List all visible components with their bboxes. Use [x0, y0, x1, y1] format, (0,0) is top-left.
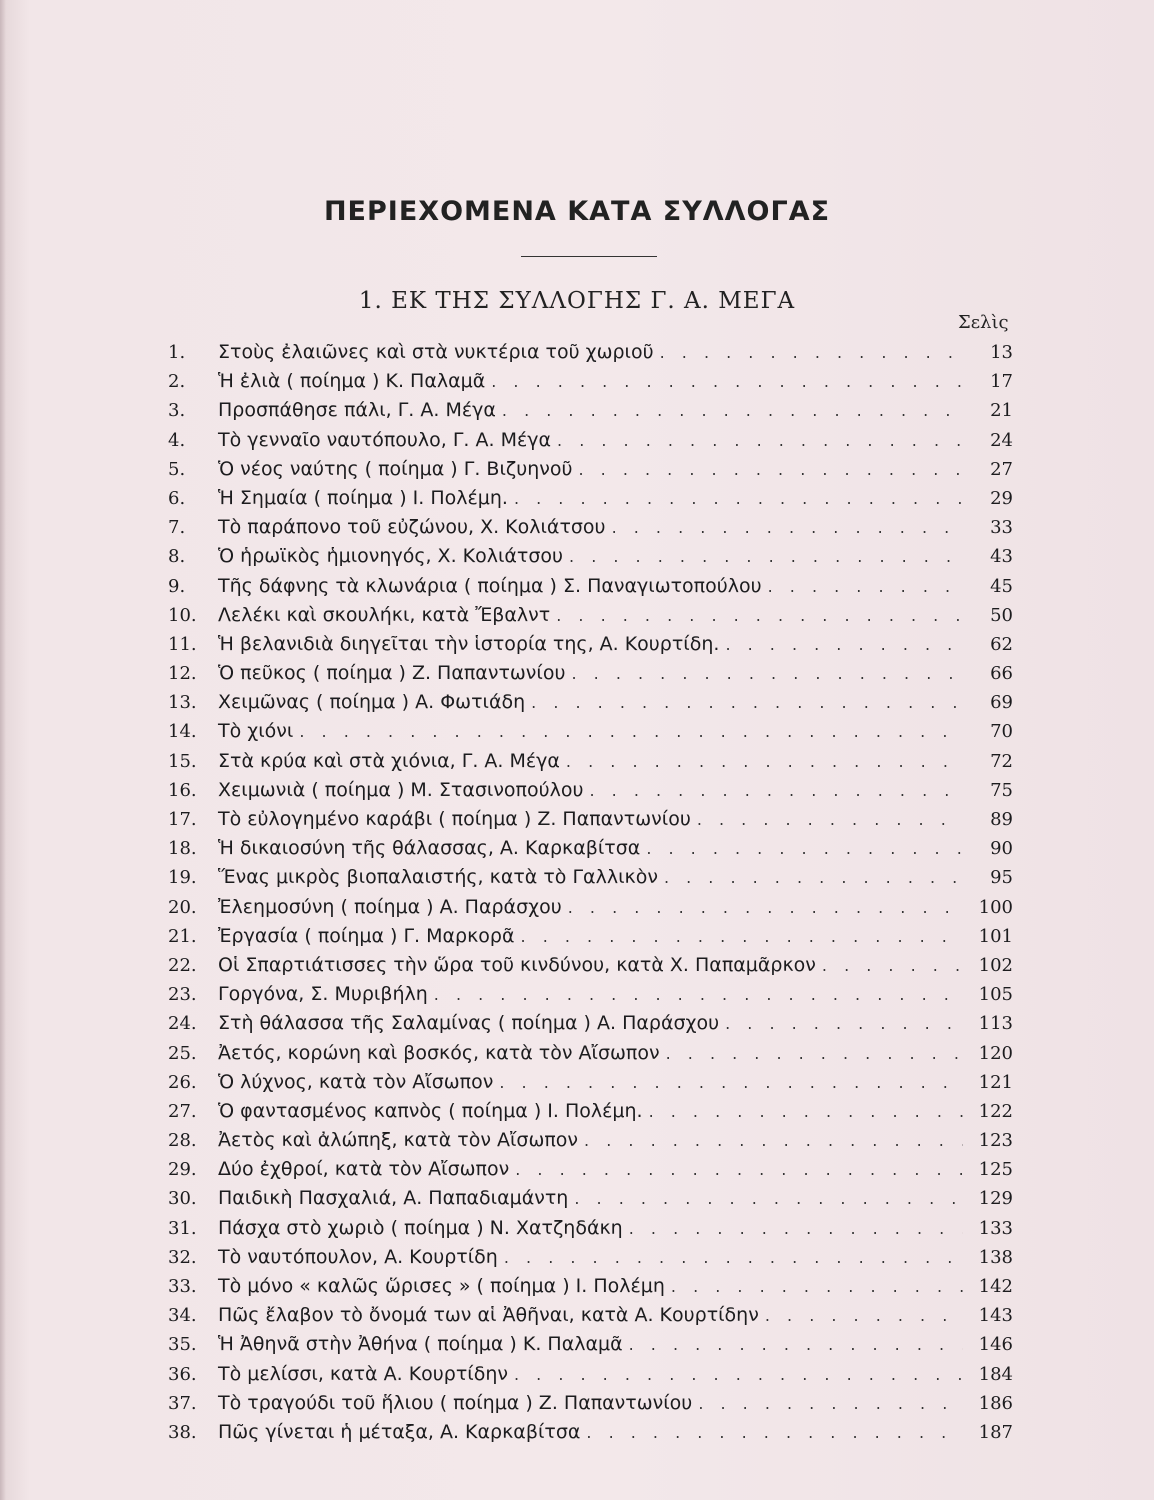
entry-page-number: 95: [990, 867, 1013, 889]
toc-entry: [168, 396, 1013, 425]
section-heading: 1. ΕΚ ΤΗΣ ΣΥΛΛΟΓΗΣ Γ. Α. ΜΕΓΑ: [358, 288, 796, 314]
toc-entry: [168, 1039, 1013, 1068]
toc-entry: [168, 893, 1013, 922]
entry-title: Τὸ γενναῖο ναυτόπουλο, Γ. Α. Μέγα: [218, 428, 552, 451]
entry-page-number: 123: [978, 1130, 1013, 1152]
toc-entry: [168, 367, 1013, 396]
entry-number: 13.: [168, 692, 197, 714]
entry-page-number: 29: [990, 487, 1013, 509]
dot-leader: [629, 1214, 963, 1243]
entry-page-number: 142: [978, 1276, 1013, 1297]
entry-title: Ὁ λύχνος, κατὰ τὸν Αἴσωπον: [218, 1070, 494, 1093]
entry-page-number: 24: [990, 429, 1013, 451]
entry-page-number: 70: [990, 721, 1013, 743]
page-title: ΠΕΡΙΕΧΟΜΕΝΑ ΚΑΤΑ ΣΥΛΛΟΓΑΣ: [323, 196, 831, 227]
entry-title: Λελέκι καὶ σκουλήκι, κατὰ Ἔβαλντ: [218, 603, 551, 626]
entry-title: Στὴ θάλασσα τῆς Σαλαμίνας ( ποίημα ) Α. Παράσχου: [218, 1012, 720, 1035]
entry-page-number: 100: [978, 896, 1013, 918]
entry-number: 21.: [168, 925, 197, 947]
entry-number: 26.: [168, 1071, 197, 1093]
toc-entry: [168, 776, 1013, 805]
toc-entry: [168, 747, 1013, 776]
entry-number: 33.: [168, 1276, 197, 1297]
dot-leader: [822, 951, 963, 980]
entry-title: Χειμῶνας ( ποίημα ) Α. Φωτιάδη: [218, 691, 526, 714]
entry-number: 10.: [168, 604, 197, 626]
entry-number: 9.: [168, 575, 186, 597]
toc-entry: [168, 1214, 1013, 1243]
entry-title: Ἡ Σημαία ( ποίημα ) Ι. Πολέμη.: [218, 486, 508, 509]
entry-title: Πῶς γίνεται ἡ μέταξα, Α. Καρκαβίτσα: [218, 1420, 581, 1443]
dot-leader: [491, 367, 963, 396]
entry-page-number: 90: [990, 838, 1013, 860]
entry-page-number: 113: [978, 1013, 1013, 1035]
dot-leader: [768, 572, 963, 601]
entry-number: 29.: [168, 1159, 197, 1181]
entry-number: 16.: [168, 779, 197, 801]
toc-entry: [168, 630, 1013, 659]
entry-title: Τὸ μελίσσι, κατὰ Α. Κουρτίδην: [218, 1362, 508, 1385]
entry-title: Τὸ εὐλογημένο καράβι ( ποίημα ) Ζ. Παπαντωνίου: [218, 808, 691, 830]
dot-leader: [556, 601, 963, 630]
dot-leader: [765, 1301, 963, 1330]
entry-title: Ὁ ἡρωϊκὸς ἡμιονηγός, Χ. Κολιάτσου: [218, 545, 564, 568]
entry-number: 20.: [168, 896, 197, 918]
dot-leader: [571, 659, 963, 688]
dot-leader: [666, 1039, 963, 1068]
entry-page-number: 43: [990, 546, 1013, 568]
toc-entry: [168, 1389, 1013, 1418]
entry-page-number: 101: [978, 925, 1013, 947]
entry-title: Ὁ φαντασμένος καπνὸς ( ποίημα ) Ι. Πολέμη.: [218, 1099, 643, 1122]
toc-entry: [168, 659, 1013, 688]
entry-title: Τῆς δάφνης τὰ κλωνάρια ( ποίημα ) Σ. Παναγιωτοπούλου: [218, 574, 762, 597]
entry-number: 5.: [168, 458, 186, 480]
toc-entry: [168, 951, 1013, 980]
entry-number: 18.: [168, 838, 197, 860]
toc-entry: [168, 980, 1013, 1009]
entry-number: 1.: [168, 342, 186, 363]
toc-entry: [168, 1418, 1013, 1447]
entry-title: Χειμωνιὰ ( ποίημα ) Μ. Στασινοπούλου: [218, 778, 584, 801]
entry-title: Ἡ βελανιδιὰ διηγεῖται τὴν ἱστορία της, Α. Κουρτίδη.: [218, 632, 720, 655]
entry-title: Ἀετὸς καὶ ἀλώπηξ, κατὰ τὸν Αἴσωπον: [218, 1129, 579, 1152]
toc-entry: [168, 1009, 1013, 1038]
dot-leader: [584, 1126, 963, 1155]
entry-title: Τὸ παράπονο τοῦ εὐζώνου, Χ. Κολιάτσου: [218, 516, 606, 539]
dot-leader: [515, 1155, 963, 1184]
entry-title: Τὸ τραγούδι τοῦ ἥλιου ( ποίημα ) Ζ. Παπαντωνίου: [218, 1391, 693, 1414]
entry-number: 7.: [168, 517, 186, 539]
entry-page-number: 69: [990, 692, 1013, 714]
dot-leader: [504, 1243, 963, 1272]
dot-leader: [698, 1389, 963, 1418]
entry-number: 2.: [168, 371, 186, 393]
entry-page-number: 72: [990, 750, 1013, 772]
entry-title: Τὸ ναυτόπουλον, Α. Κουρτίδη: [218, 1245, 498, 1268]
entry-page-number: 33: [990, 517, 1013, 539]
toc-entry: [168, 922, 1013, 951]
toc-entry: [168, 805, 1013, 834]
entry-number: 24.: [168, 1013, 197, 1035]
entry-number: 30.: [168, 1188, 197, 1210]
entry-page-number: 50: [990, 604, 1013, 626]
entry-title: Ὁ πεῦκος ( ποίημα ) Ζ. Παπαντωνίου: [218, 662, 566, 685]
toc-entry: [168, 426, 1013, 455]
toc-entry: [168, 1243, 1013, 1272]
entry-title: Ἡ Ἀθηνᾶ στὴν Ἀθήνα ( ποίημα ) Κ. Παλαμᾶ: [218, 1333, 623, 1356]
entry-title: Ὁ νέος ναύτης ( ποίημα ) Γ. Βιζυηνοῦ: [218, 457, 573, 480]
entry-page-number: 129: [978, 1188, 1013, 1210]
entry-number: 4.: [168, 429, 186, 451]
toc-entry: [168, 863, 1013, 892]
entry-title: Ἡ ἐλιὰ ( ποίημα ) Κ. Παλαμᾶ: [218, 370, 486, 393]
entry-number: 25.: [168, 1042, 197, 1064]
entry-number: 12.: [168, 663, 197, 685]
dot-leader: [697, 805, 963, 834]
entry-title: Παιδικὴ Πασχαλιά, Α. Παπαδιαμάντη: [218, 1187, 569, 1210]
dot-leader: [586, 1418, 963, 1447]
entry-number: 19.: [168, 867, 197, 889]
dot-leader: [629, 1330, 963, 1359]
toc-entry: [168, 1272, 1013, 1301]
entry-page-number: 120: [978, 1042, 1013, 1064]
entry-title: Ἐλεημοσύνη ( ποίημα ) Α. Παράσχου: [218, 895, 562, 918]
dot-leader: [725, 630, 963, 659]
entry-page-number: 186: [978, 1392, 1013, 1414]
entry-title: Δύο ἐχθροί, κατὰ τὸν Αἴσωπον: [218, 1158, 510, 1181]
dot-leader: [612, 513, 963, 542]
dot-leader: [531, 688, 963, 717]
entry-number: 27.: [168, 1100, 197, 1122]
entry-title: Πάσχα στὸ χωριὸ ( ποίημα ) Ν. Χατζηδάκη: [218, 1216, 623, 1239]
entry-title: Στὰ κρύα καὶ στὰ χιόνια, Γ. Α. Μέγα: [218, 749, 560, 772]
entry-number: 32.: [168, 1246, 197, 1268]
dot-leader: [574, 1184, 963, 1213]
dot-leader: [557, 426, 963, 455]
dot-leader: [671, 1272, 963, 1301]
entry-page-number: 184: [978, 1363, 1013, 1385]
entry-page-number: 105: [978, 984, 1013, 1006]
entry-page-number: 121: [978, 1071, 1013, 1093]
entry-page-number: 143: [978, 1305, 1013, 1327]
entry-page-number: 17: [990, 371, 1013, 393]
toc-entry: [168, 834, 1013, 863]
entry-page-number: 102: [978, 954, 1013, 976]
entry-number: 35.: [168, 1334, 197, 1356]
entry-number: 38.: [168, 1421, 197, 1443]
entry-title: Στοὺς ἐλαιῶνες καὶ στὰ νυκτέρια τοῦ χωριοῦ: [218, 341, 654, 363]
entry-title: Οἱ Σπαρτιάτισσες τὴν ὥρα τοῦ κινδύνου, κατὰ Χ. Παπαμᾶρκον: [218, 953, 816, 976]
entry-title: Τὸ χιόνι: [218, 720, 294, 743]
entry-page-number: 138: [978, 1246, 1013, 1268]
dot-leader: [569, 542, 963, 571]
entry-title: Ἕνας μικρὸς βιοπαλαιστής, κατὰ τὸ Γαλλικὸν: [218, 866, 658, 889]
dot-leader: [725, 1009, 963, 1038]
entry-number: 17.: [168, 809, 197, 830]
toc-entry: [168, 1184, 1013, 1213]
toc-entry: [168, 1155, 1013, 1184]
entry-number: 3.: [168, 400, 186, 422]
dot-leader: [660, 338, 963, 367]
entry-number: 31.: [168, 1217, 197, 1239]
entry-page-number: 62: [990, 633, 1013, 655]
entry-number: 14.: [168, 721, 197, 743]
entry-title: Γοργόνα, Σ. Μυριβήλη: [218, 983, 428, 1006]
entry-page-number: 125: [978, 1159, 1013, 1181]
entry-number: 11.: [168, 633, 197, 655]
entry-page-number: 146: [978, 1334, 1013, 1356]
entry-page-number: 187: [978, 1421, 1013, 1443]
table-of-contents: [168, 338, 1013, 1447]
entry-number: 15.: [168, 750, 197, 772]
dot-leader: [664, 863, 963, 892]
entry-title: Τὸ μόνο « καλῶς ὥρισες » ( ποίημα ) Ι. Πολέμη: [218, 1275, 665, 1297]
toc-entry: [168, 1097, 1013, 1126]
entry-number: 6.: [168, 487, 186, 509]
entry-title: Πῶς ἔλαβον τὸ ὄνομά των αἱ Ἀθῆναι, κατὰ Α. Κουρτίδην: [218, 1304, 759, 1327]
toc-entry: [168, 1068, 1013, 1097]
entry-number: 8.: [168, 546, 186, 568]
entry-title: Ἡ δικαιοσύνη τῆς θάλασσας, Α. Καρκαβίτσα: [218, 837, 641, 860]
toc-entry: [168, 338, 1013, 367]
toc-entry: [168, 484, 1013, 513]
toc-entry: [168, 1301, 1013, 1330]
dot-leader: [646, 834, 963, 863]
entry-title: Ἀετός, κορώνη καὶ βοσκός, κατὰ τὸν Αἴσωπον: [218, 1041, 660, 1064]
dot-leader: [566, 747, 963, 776]
toc-entry: [168, 1126, 1013, 1155]
entry-page-number: 45: [990, 575, 1013, 597]
dot-leader: [589, 776, 963, 805]
entry-number: 37.: [168, 1392, 197, 1414]
entry-page-number: 89: [990, 809, 1013, 830]
page-column-header: Σελὶς: [958, 312, 1009, 333]
title-divider: [521, 256, 657, 257]
entry-number: 22.: [168, 954, 197, 976]
entry-page-number: 133: [978, 1217, 1013, 1239]
dot-leader: [502, 396, 963, 425]
toc-entry: [168, 717, 1013, 746]
toc-entry: [168, 455, 1013, 484]
entry-page-number: 13: [990, 342, 1013, 363]
toc-entry: [168, 1360, 1013, 1389]
entry-number: 23.: [168, 984, 197, 1006]
toc-entry: [168, 542, 1013, 571]
entry-number: 34.: [168, 1305, 197, 1327]
dot-leader: [299, 717, 963, 746]
dot-leader: [521, 922, 963, 951]
entry-title: Ἐργασία ( ποίημα ) Γ. Μαρκορᾶ: [218, 924, 515, 947]
toc-entry: [168, 601, 1013, 630]
entry-title: Προσπάθησε πάλι, Γ. Α. Μέγα: [218, 399, 496, 422]
entry-page-number: 27: [990, 458, 1013, 480]
dot-leader: [434, 980, 963, 1009]
dot-leader: [578, 455, 963, 484]
dot-leader: [499, 1068, 963, 1097]
dot-leader: [649, 1097, 963, 1126]
dot-leader: [514, 484, 963, 513]
dot-leader: [568, 893, 963, 922]
entry-page-number: 66: [990, 663, 1013, 685]
entry-page-number: 122: [978, 1100, 1013, 1122]
toc-entry: [168, 513, 1013, 542]
toc-entry: [168, 1330, 1013, 1359]
entry-page-number: 21: [990, 400, 1013, 422]
entry-number: 36.: [168, 1363, 197, 1385]
entry-page-number: 75: [990, 779, 1013, 801]
entry-number: 28.: [168, 1130, 197, 1152]
toc-entry: [168, 572, 1013, 601]
dot-leader: [514, 1360, 963, 1389]
toc-entry: [168, 688, 1013, 717]
